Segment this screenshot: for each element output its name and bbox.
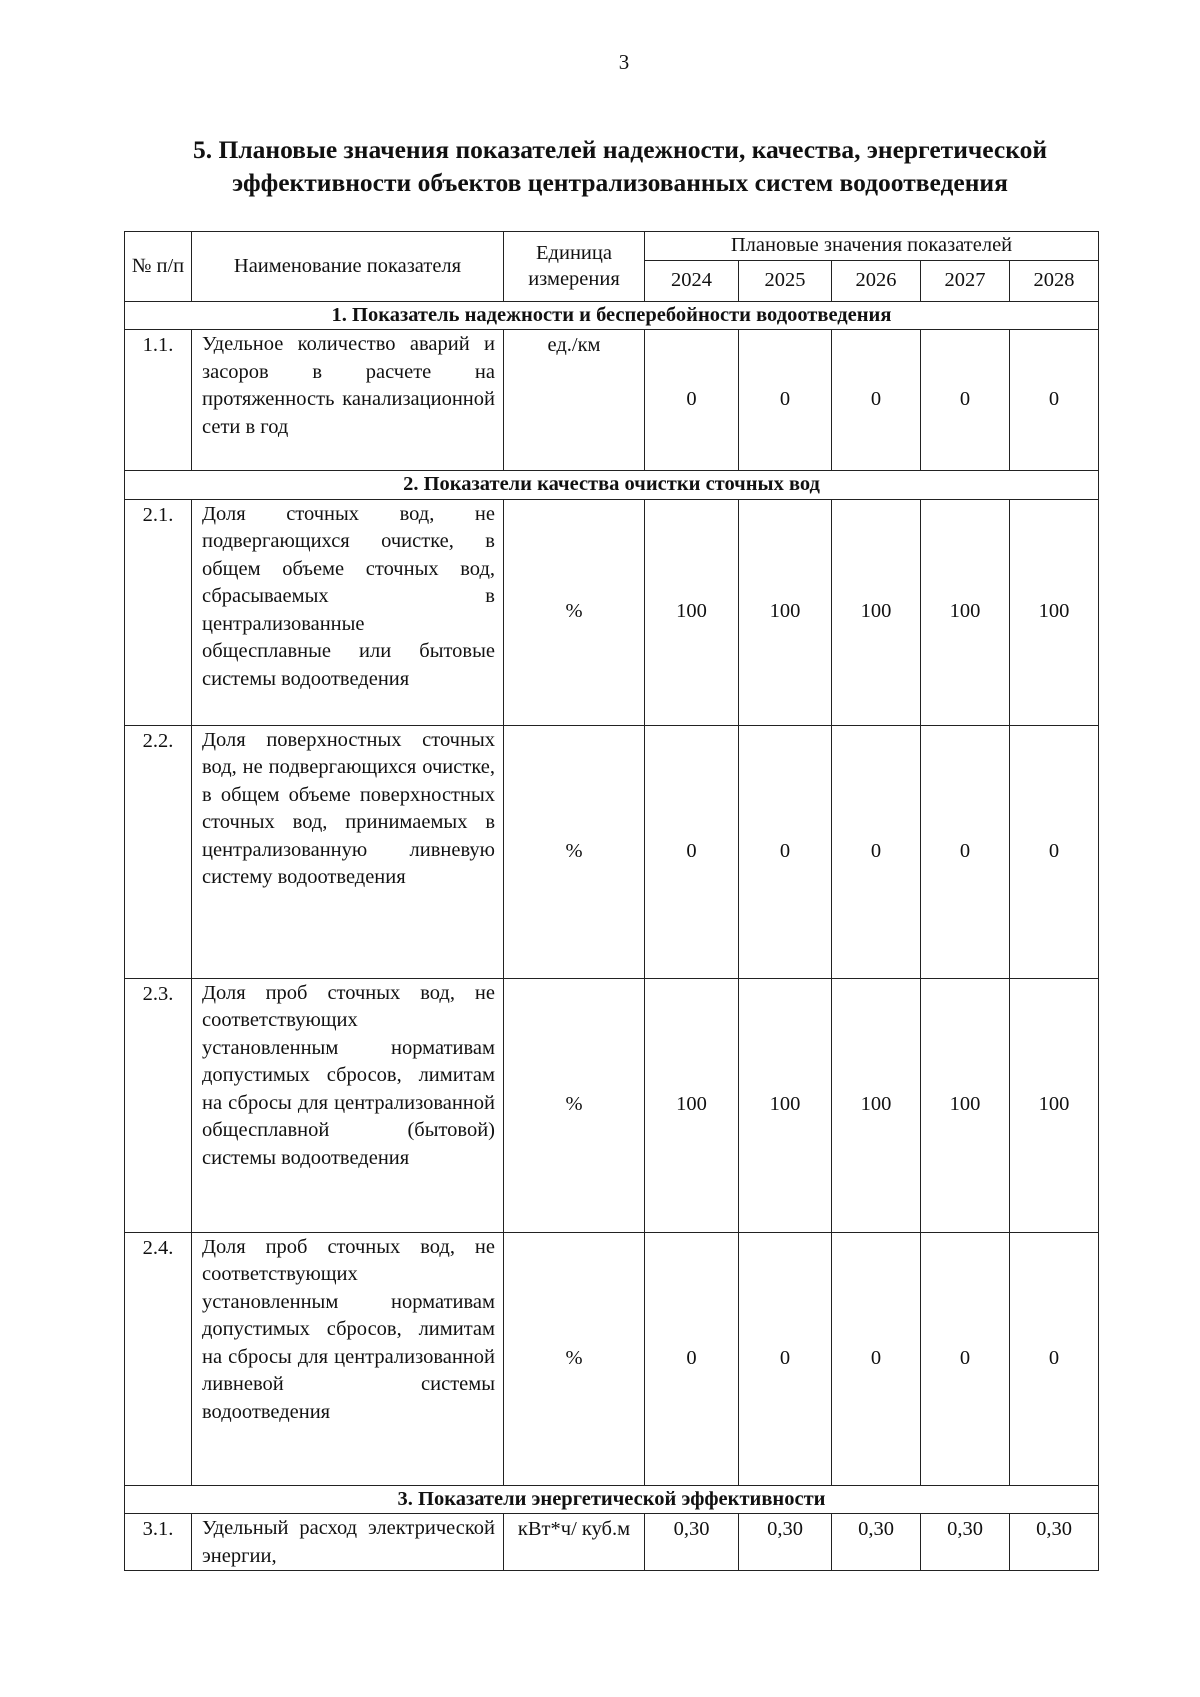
- row-num: 2.2.: [125, 725, 192, 978]
- value-cell: 0: [921, 1232, 1010, 1485]
- header-name: Наименование показателя: [192, 232, 504, 302]
- value-cell: 0,30: [1010, 1514, 1099, 1571]
- unit-cell: %: [504, 978, 645, 1232]
- header-num: № п/п: [125, 232, 192, 302]
- unit-cell: %: [504, 1232, 645, 1485]
- table-row: [125, 1232, 1099, 1485]
- header-year: 2025: [739, 260, 832, 301]
- value-cell: 100: [832, 978, 921, 1232]
- value-cell: 100: [739, 978, 832, 1232]
- title-line-2: эффективности объектов централизованных систем водоотведения: [232, 168, 1008, 197]
- header-year: 2028: [1010, 260, 1099, 301]
- unit-cell: %: [504, 725, 645, 978]
- section-title: 2. Показатели качества очистки сточных вод: [125, 471, 1099, 500]
- value-cell: 0: [832, 330, 921, 471]
- value-cell: 0: [739, 330, 832, 471]
- indicator-name: Доля проб сточных вод, не соответствующих установленным нормативам допустимых сбросов, лимитам на сбросы для централизованной ливневой системы водоотведения: [192, 1232, 504, 1485]
- indicator-name: Доля сточных вод, не подвергающихся очистке, в общем объеме сточных вод, сбрасываемых в централизованные общесплавные или бытовые системы водоотведения: [192, 499, 504, 725]
- value-cell: 0: [832, 1232, 921, 1485]
- section-row: [125, 301, 1099, 330]
- unit-cell: ед./км: [504, 330, 645, 471]
- table-row: [125, 330, 1099, 471]
- value-cell: 0: [645, 1232, 739, 1485]
- value-cell: 0,30: [739, 1514, 832, 1571]
- page-number: 3: [618, 50, 630, 74]
- row-num: 2.3.: [125, 978, 192, 1232]
- value-cell: 0,30: [921, 1514, 1010, 1571]
- value-cell: 0: [1010, 330, 1099, 471]
- value-cell: 0: [921, 725, 1010, 978]
- value-cell: 100: [739, 499, 832, 725]
- table-row: [125, 978, 1099, 1232]
- value-cell: 100: [832, 499, 921, 725]
- value-cell: 0: [921, 330, 1010, 471]
- header-planned-values: Плановые значения показателей: [645, 232, 1099, 261]
- table-row: [125, 725, 1099, 978]
- row-num: 3.1.: [125, 1514, 192, 1571]
- table-row: [125, 499, 1099, 725]
- section-row: [125, 1485, 1099, 1514]
- row-num: 1.1.: [125, 330, 192, 471]
- value-cell: 100: [645, 978, 739, 1232]
- unit-cell: кВт*ч/ куб.м: [504, 1514, 645, 1571]
- section-row: [125, 471, 1099, 500]
- value-cell: 0: [645, 725, 739, 978]
- indicators-table: [124, 231, 1099, 1571]
- section-title: 1. Показатель надежности и бесперебойности водоотведения: [125, 301, 1099, 330]
- header-year: 2027: [921, 260, 1010, 301]
- value-cell: 0,30: [832, 1514, 921, 1571]
- value-cell: 0: [1010, 725, 1099, 978]
- table-row: [125, 1514, 1099, 1571]
- indicator-name: Удельное количество аварий и засоров в расчете на протяженность канализационной сети в год: [192, 330, 504, 471]
- header-year: 2024: [645, 260, 739, 301]
- header-year: 2026: [832, 260, 921, 301]
- value-cell: 100: [1010, 978, 1099, 1232]
- row-num: 2.4.: [125, 1232, 192, 1485]
- indicator-name: Удельный расход электрической энергии,: [192, 1514, 504, 1571]
- page-title: [130, 133, 1110, 199]
- section-title: 3. Показатели энергетической эффективности: [125, 1485, 1099, 1514]
- header-unit: Единица измерения: [504, 232, 645, 302]
- value-cell: 0: [739, 1232, 832, 1485]
- value-cell: 0,30: [645, 1514, 739, 1571]
- row-num: 2.1.: [125, 499, 192, 725]
- value-cell: 0: [645, 330, 739, 471]
- value-cell: 0: [832, 725, 921, 978]
- value-cell: 100: [921, 978, 1010, 1232]
- title-line-1: 5. Плановые значения показателей надежности, качества, энергетической: [192, 135, 1048, 164]
- unit-cell: %: [504, 499, 645, 725]
- indicator-name: Доля поверхностных сточных вод, не подвергающихся очистке, в общем объеме поверхностных сточных вод, принимаемых в централизованную ливневую систему водоотведения: [192, 725, 504, 978]
- indicator-name: Доля проб сточных вод, не соответствующих установленным нормативам допустимых сбросов, лимитам на сбросы для централизованной общесплавной (бытовой) системы водоотведения: [192, 978, 504, 1232]
- value-cell: 100: [1010, 499, 1099, 725]
- value-cell: 0: [1010, 1232, 1099, 1485]
- value-cell: 100: [921, 499, 1010, 725]
- value-cell: 100: [645, 499, 739, 725]
- value-cell: 0: [739, 725, 832, 978]
